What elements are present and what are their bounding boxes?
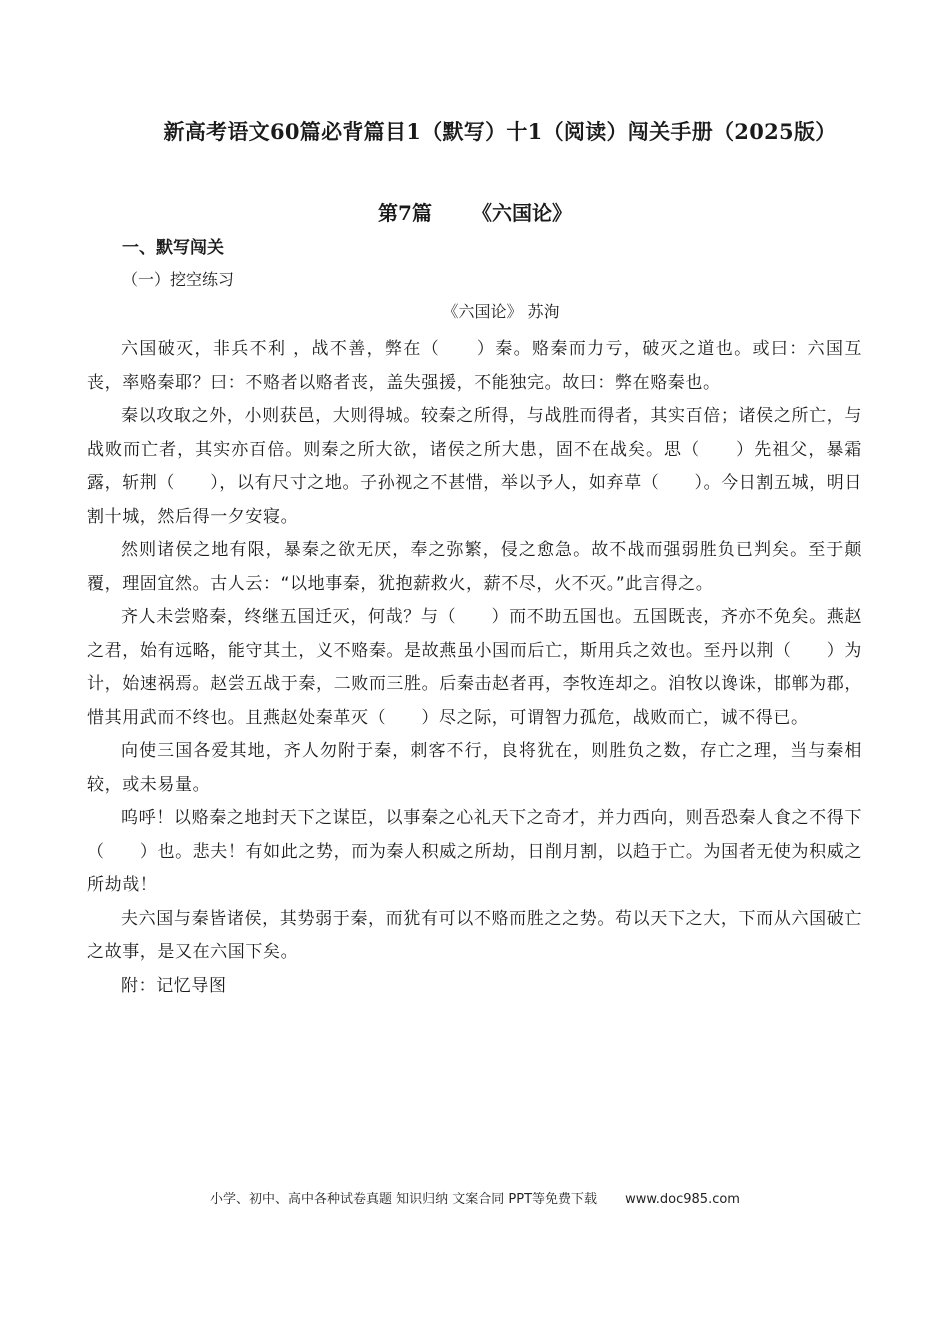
section-heading: 一、默写闯关	[122, 238, 224, 258]
appendix-label: 附：记忆导图	[121, 975, 227, 996]
subsection-heading: （一）挖空练习	[122, 270, 235, 289]
page-footer	[0, 1190, 950, 1210]
footer-text: 小学、初中、高中各种试卷真题 知识归纳 文案合同 PPT等免费下载	[210, 1192, 598, 1207]
paragraph: 然则诸侯之地有限，暴秦之欲无厌，奉之弥繁，侵之愈急。故不战而强弱胜负已判矣。至于颠覆，理固宜然。古人云：“以地事秦，犹抱薪救火，薪不尽，火不灭。”此言得之。	[87, 540, 862, 594]
chapter-number: 第7篇	[378, 201, 432, 225]
paragraph: 呜呼！以赂秦之地封天下之谋臣，以事秦之心礼天下之奇才，并力西向，则吾恐秦人食之不得下（ ）也。悲夫！有如此之势，而为秦人积威之所劫，日削月割，以趋于亡。为国者无使为积威之所劫哉！	[87, 808, 862, 895]
paragraph: 秦以攻取之外，小则获邑，大则得城。较秦之所得，与战胜而得者，其实百倍；诸侯之所亡，与战败而亡者，其实亦百倍。则秦之所大欲，诸侯之所大患，固不在战矣。思（ ）先祖父，暴霜露，斩荆（ ），以有尺寸之地。子孙视之不甚惜，举以予人，如弃草（ ）。今日割五城，明日割十城，然后得一夕安寝。	[87, 406, 862, 527]
essay-body	[87, 333, 862, 1003]
footer-link[interactable]: www.doc985.com	[625, 1192, 740, 1207]
paragraph: 齐人未尝赂秦，终继五国迁灭，何哉？与（ ）而不助五国也。五国既丧，齐亦不免矣。燕赵之君，始有远略，能守其土，义不赂秦。是故燕虽小国而后亡，斯用兵之效也。至丹以荆（ ）为计，始速祸焉。赵尝五战于秦，二败而三胜。后秦击赵者再，李牧连却之。洎牧以谗诛，邯郸为郡，惜其用武而不终也。且燕赵处秦革灭（ ）尽之际，可谓智力孤危，战败而亡，诚不得已。	[87, 607, 862, 728]
paragraph: 六国破灭，非兵不利 ，战不善，弊在（ ）秦。赂秦而力亏，破灭之道也。或曰：六国互丧，率赂秦耶？曰：不赂者以赂者丧，盖失强援，不能独完。故曰：弊在赂秦也。	[87, 339, 862, 393]
paragraph: 夫六国与秦皆诸侯，其势弱于秦，而犹有可以不赂而胜之之势。苟以天下之大，下而从六国破亡之故事，是又在六国下矣。	[87, 908, 862, 962]
document-title: 新高考语文60篇必背篇目1（默写）十1（阅读）闯关手册（2025版）	[163, 119, 837, 144]
paragraph: 向使三国各爱其地，齐人勿附于秦，刺客不行，良将犹在，则胜负之数，存亡之理，当与秦相较，或未易量。	[87, 741, 862, 795]
chapter-title	[0, 198, 950, 228]
text-title-author: 《六国论》 苏洵	[442, 302, 560, 321]
chapter-name: 《六国论》	[471, 201, 572, 225]
